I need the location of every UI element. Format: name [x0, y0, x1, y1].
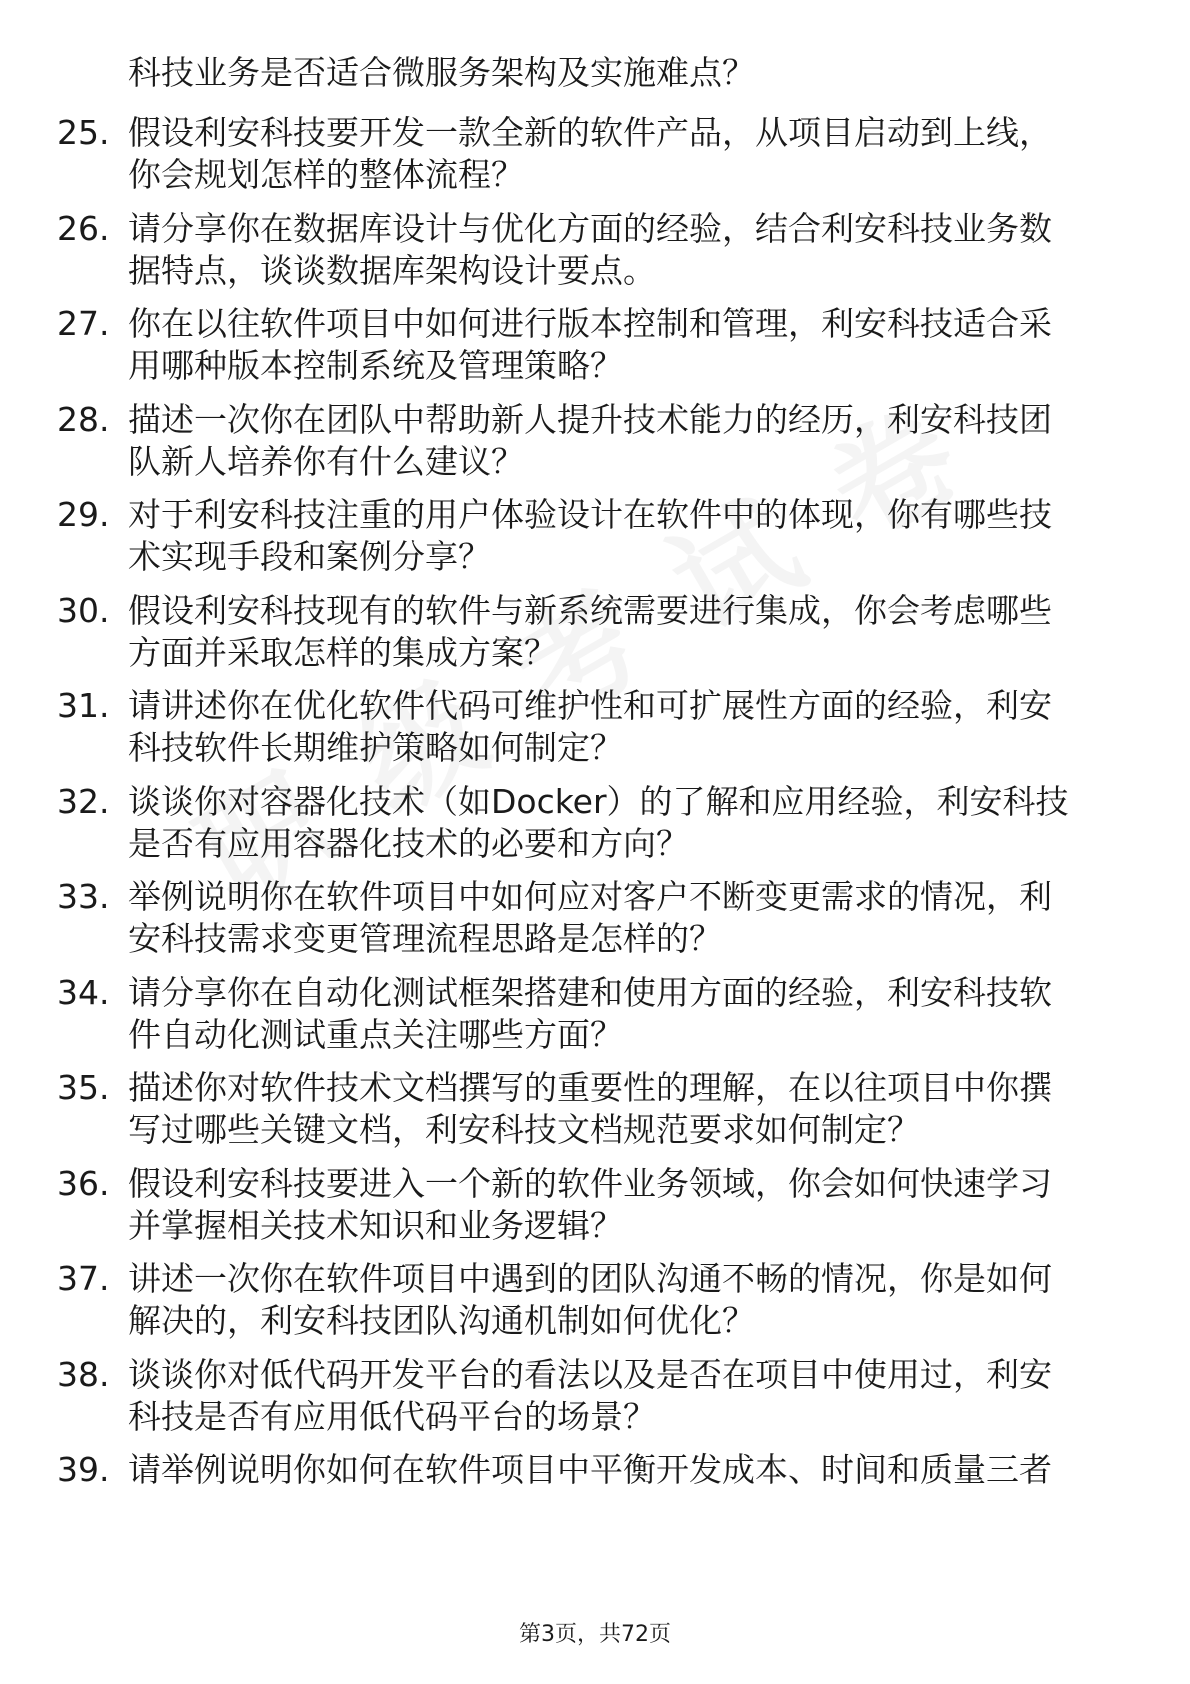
- question-line: 术实现手段和案例分享？: [128, 537, 491, 576]
- question-line: 并掌握相关技术知识和业务逻辑？: [128, 1206, 623, 1245]
- question-text: [128, 303, 1118, 387]
- question-text: [128, 399, 1118, 483]
- question-line: 解决的，利安科技团队沟通机制如何优化？: [128, 1301, 755, 1340]
- question-text: [128, 1449, 1118, 1491]
- question-number: 26.: [57, 209, 110, 248]
- question-line: 请讲述你在优化软件代码可维护性和可扩展性方面的经验，利安: [128, 686, 1052, 725]
- continuation-text: 科技业务是否适合微服务架构及实施难点？: [128, 53, 755, 92]
- question-number: 32.: [57, 782, 110, 821]
- question-line: 举例说明你在软件项目中如何应对客户不断变更需求的情况，利: [128, 877, 1052, 916]
- question-text: [128, 112, 1118, 196]
- page-footer: 第3页，共72页: [519, 1622, 671, 1647]
- question-line: 方面并采取怎样的集成方案？: [128, 633, 557, 672]
- question-number: 28.: [57, 400, 110, 439]
- question-number: 38.: [57, 1355, 110, 1394]
- question-line: 假设利安科技要进入一个新的软件业务领域，你会如何快速学习: [128, 1164, 1052, 1203]
- question-text: [128, 876, 1118, 960]
- question-text: [128, 781, 1118, 865]
- question-line: 描述你对软件技术文档撰写的重要性的理解，在以往项目中你撰: [128, 1068, 1052, 1107]
- question-number: 27.: [57, 304, 110, 343]
- question-number: 31.: [57, 686, 110, 725]
- question-line: 科技软件长期维护策略如何制定？: [128, 728, 623, 767]
- question-number: 33.: [57, 877, 110, 916]
- question-text: [128, 1067, 1118, 1151]
- question-number: 25.: [57, 113, 110, 152]
- question-line: 假设利安科技要开发一款全新的软件产品，从项目启动到上线，: [128, 113, 1052, 152]
- question-line: 讲述一次你在软件项目中遇到的团队沟通不畅的情况，你是如何: [128, 1259, 1052, 1298]
- question-text: [128, 685, 1118, 769]
- question-line: 谈谈你对容器化技术（如Docker）的了解和应用经验，利安科技: [128, 782, 1069, 821]
- question-number: 34.: [57, 973, 110, 1012]
- question-line: 据特点，谈谈数据库架构设计要点。: [128, 251, 656, 290]
- question-text: [128, 590, 1118, 674]
- question-line: 请分享你在数据库设计与优化方面的经验，结合利安科技业务数: [128, 209, 1052, 248]
- question-line: 安科技需求变更管理流程思路是怎样的？: [128, 919, 722, 958]
- question-line: 用哪种版本控制系统及管理策略？: [128, 346, 623, 385]
- question-line: 假设利安科技现有的软件与新系统需要进行集成，你会考虑哪些: [128, 591, 1052, 630]
- question-line: 你会规划怎样的整体流程？: [128, 155, 524, 194]
- question-line: 队新人培养你有什么建议？: [128, 442, 524, 481]
- question-text: [128, 972, 1118, 1056]
- question-line: 对于利安科技注重的用户体验设计在软件中的体现，你有哪些技: [128, 495, 1052, 534]
- question-text: [128, 1354, 1118, 1438]
- question-number: 29.: [57, 495, 110, 534]
- question-number: 36.: [57, 1164, 110, 1203]
- question-line: 件自动化测试重点关注哪些方面？: [128, 1015, 623, 1054]
- question-line: 科技是否有应用低代码平台的场景？: [128, 1397, 656, 1436]
- question-line: 是否有应用容器化技术的必要和方向？: [128, 824, 689, 863]
- question-line: 写过哪些关键文档，利安科技文档规范要求如何制定？: [128, 1110, 920, 1149]
- question-text: [128, 208, 1118, 292]
- question-text: [128, 494, 1118, 578]
- question-number: 37.: [57, 1259, 110, 1298]
- question-line: 请分享你在自动化测试框架搭建和使用方面的经验，利安科技软: [128, 973, 1052, 1012]
- question-number: 30.: [57, 591, 110, 630]
- question-text: [128, 1258, 1118, 1342]
- question-line: 你在以往软件项目中如何进行版本控制和管理，利安科技适合采: [128, 304, 1052, 343]
- question-line: 描述一次你在团队中帮助新人提升技术能力的经历，利安科技团: [128, 400, 1052, 439]
- question-line: 请举例说明你如何在软件项目中平衡开发成本、时间和质量三者: [128, 1450, 1052, 1489]
- question-number: 39.: [57, 1450, 110, 1489]
- question-line: 谈谈你对低代码开发平台的看法以及是否在项目中使用过，利安: [128, 1355, 1052, 1394]
- question-text: [128, 1163, 1118, 1247]
- question-number: 35.: [57, 1068, 110, 1107]
